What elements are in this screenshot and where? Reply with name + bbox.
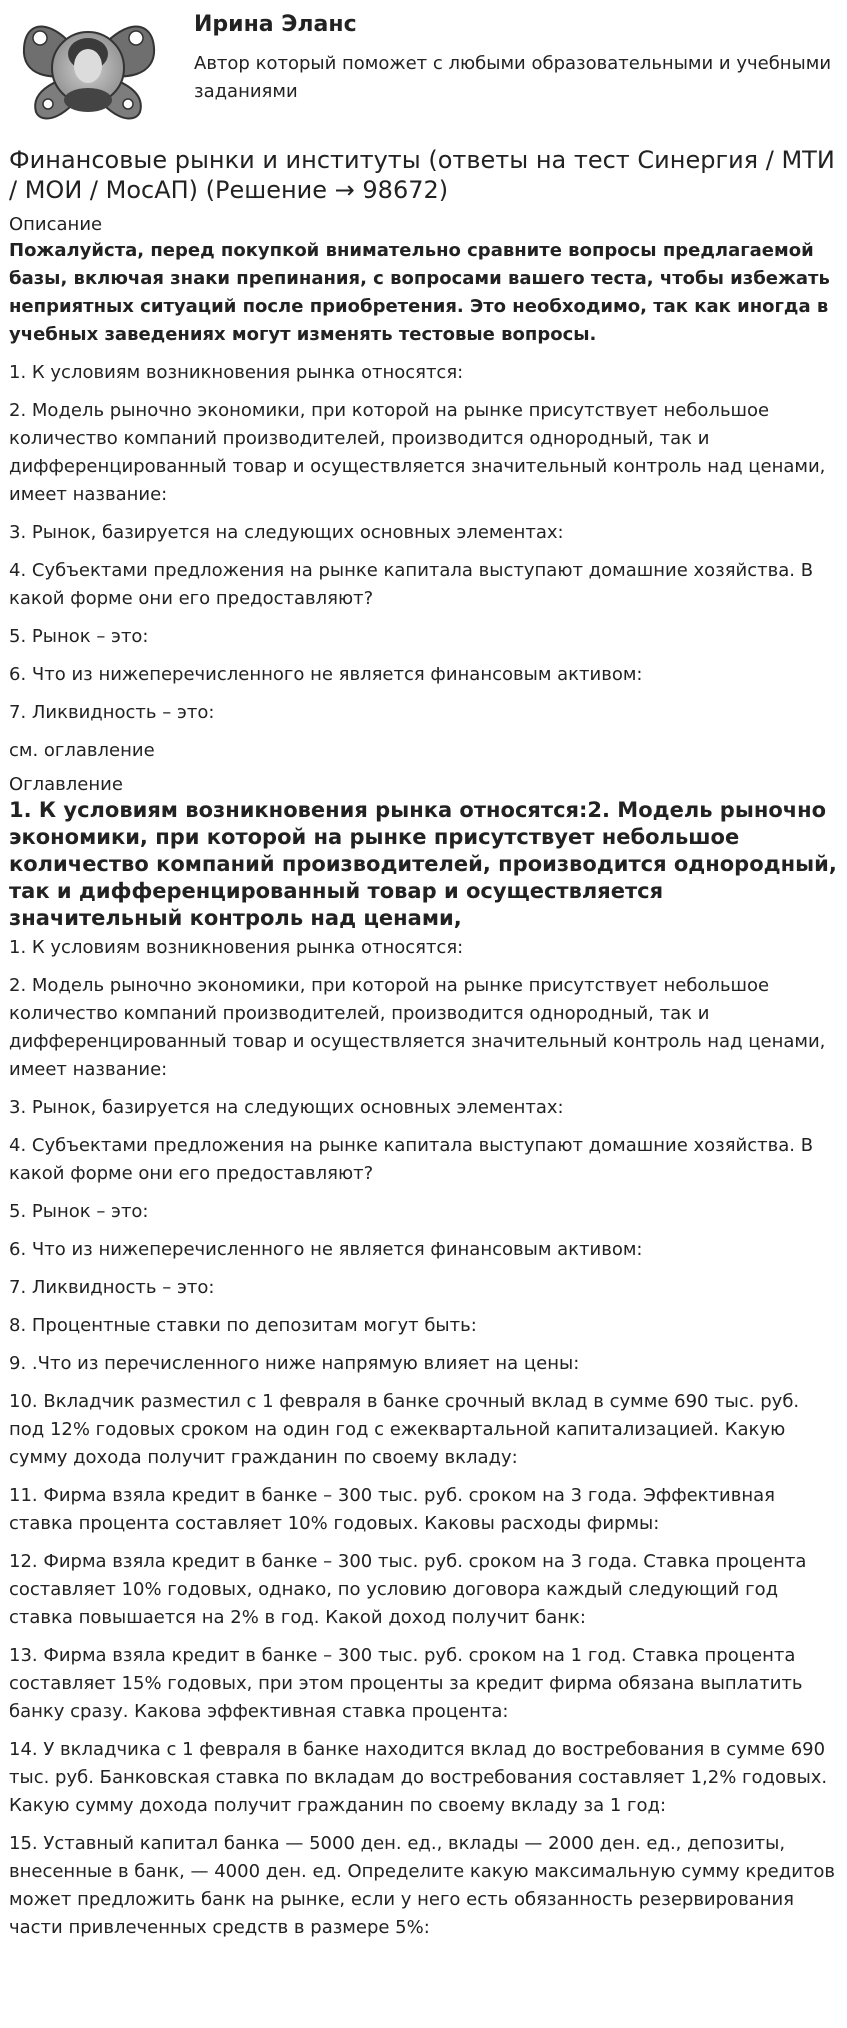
toc-heading: 1. К условиям возникновения рынка относятся:2. Модель рыночно экономики, при которой на рынке присутствует небольшое количество компаний производителей, производится однородный, так и дифференцированный товар и осуществляется значительный контроль над ценами, [9,798,837,930]
question-item: 12. Фирма взяла кредит в банке – 300 тыс. руб. сроком на 3 года. Ставка процента составляет 10% годовых, однако, по условию договора каждый следующий год ставка повышается на 2% в год. Какой доход получит банк: [9,1551,807,1628]
author-description: Автор который поможет с любыми образовательными и учебными заданиями [194,53,832,102]
question-item: 11. Фирма взяла кредит в банке – 300 тыс. руб. сроком на 3 года. Эффективная ставка процента составляет 10% годовых. Каковы расходы фирмы: [9,1485,775,1534]
avatar-image [18,8,158,126]
question-item: 4. Субъектами предложения на рынке капитала выступают домашние хозяйства. В какой форме они его предоставляют? [9,1135,814,1184]
author-name[interactable]: Ирина Эланс [194,12,357,37]
question-item: 1. К условиям возникновения рынка относятся: [9,362,464,383]
question-item: 6. Что из нижеперечисленного не является финансовым активом: [9,664,643,685]
question-item: 1. К условиям возникновения рынка относятся: [9,937,464,958]
question-item: 2. Модель рыночно экономики, при которой на рынке присутствует небольшое количество компаний производителей, производится однородный, так и дифференцированный товар и осуществляется значительный контроль над ценами, имеет название: [9,975,826,1080]
purchase-warning: Пожалуйста, перед покупкой внимательно сравните вопросы предлагаемой базы, включая знаки препинания, с вопросами вашего теста, чтобы избежать неприятных ситуаций после приобретения. Это необходимо, так как иногда в учебных заведениях могут изменять тестовые вопросы. [9,240,830,345]
question-item: 7. Ликвидность – это: [9,1277,215,1298]
question-item: 6. Что из нижеперечисленного не является финансовым активом: [9,1239,643,1260]
question-item: 3. Рынок, базируется на следующих основных элементах: [9,522,564,543]
author-avatar[interactable] [18,8,158,126]
question-item: 14. У вкладчика с 1 февраля в банке находится вклад до востребования в сумме 690 тыс. руб. Банковская ставка по вкладам до востребования составляет 1,2% годовых. Какую сумму дохода получит гражданин по своему вкладу за 1 год: [9,1739,828,1816]
question-item: 4. Субъектами предложения на рынке капитала выступают домашние хозяйства. В какой форме они его предоставляют? [9,560,814,609]
question-item: 9. .Что из перечисленного ниже напрямую влияет на цены: [9,1353,580,1374]
question-item: 3. Рынок, базируется на следующих основных элементах: [9,1097,564,1118]
question-item: 8. Процентные ставки по депозитам могут быть: [9,1315,477,1336]
question-item: 15. Уставный капитал банка — 5000 ден. ед., вклады — 2000 ден. ед., депозиты, внесенные в банк, — 4000 ден. ед. Определите какую максимальную сумму кредитов может предложить банк на рынке, если у него есть обязанность резервирования части привлеченных средств в размере 5%: [9,1833,835,1938]
question-item: 7. Ликвидность – это: [9,702,215,723]
question-item: 5. Рынок – это: [9,1201,149,1222]
question-item: 2. Модель рыночно экономики, при которой на рынке присутствует небольшое количество компаний производителей, производится однородный, так и дифференцированный товар и осуществляется значительный контроль над ценами, имеет название: [9,400,826,505]
page-title: Финансовые рынки и институты (ответы на тест Синергия / МТИ / МОИ / МосАП) (Решение → 98672) [9,146,835,204]
author-block [9,0,838,130]
question-item: 13. Фирма взяла кредит в банке – 300 тыс. руб. сроком на 1 год. Ставка процента составляет 15% годовых, при этом проценты за кредит фирма обязана выплатить банку сразу. Какова эффективная ставка процента: [9,1645,803,1722]
question-item: 5. Рынок – это: [9,626,149,647]
toc-question-list [9,934,838,1942]
see-toc-note: см. оглавление [9,740,155,761]
description-question-list [9,359,838,727]
toc-label: Оглавление [9,774,123,795]
question-item: 10. Вкладчик разместил с 1 февраля в банке срочный вклад в сумме 690 тыс. руб. под 12% годовых сроком на один год с ежеквартальной капитализацией. Какую сумму дохода получит гражданин по своему вкладу: [9,1391,800,1468]
description-label: Описание [9,214,103,235]
